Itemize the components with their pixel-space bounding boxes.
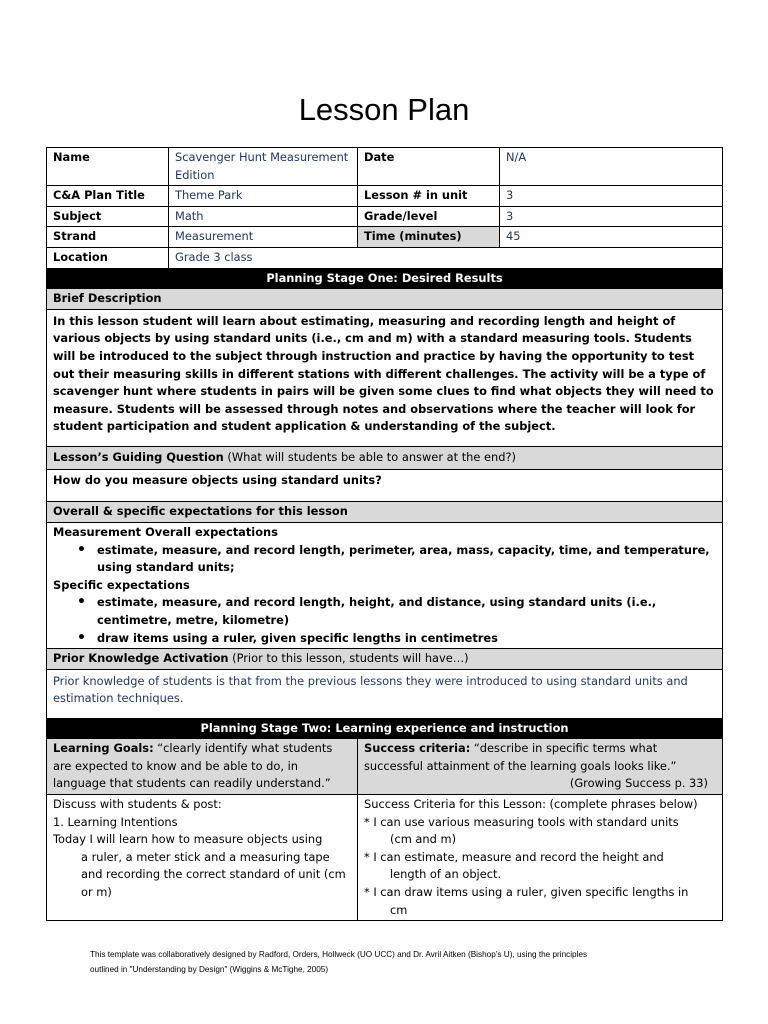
name-value	[169, 148, 358, 186]
strand-value: Measurement	[169, 227, 358, 248]
criterion-1-line1: * I can use various measuring tools with standard units	[364, 814, 679, 829]
name-value-line2: Edition	[175, 167, 215, 182]
learning-intentions-cell	[47, 795, 358, 921]
row-cap	[47, 186, 723, 207]
stage-two-header: Planning Stage Two: Learning experience and instruction	[47, 718, 723, 739]
success-criteria-text: “describe in specific terms what successful attainment of the learning goals looks like.”	[364, 741, 677, 773]
footer-line2: outlined in "Understanding by Design" (Wiggins & McTighe, 2005)	[90, 965, 329, 974]
grade-value: 3	[500, 206, 723, 227]
success-criteria-cell	[358, 739, 723, 795]
cap-value: Theme Park	[169, 186, 358, 207]
guiding-question-hint: (What will students be able to answer at the end?)	[223, 449, 516, 464]
guiding-question-label: Lesson’s Guiding Question	[53, 449, 224, 464]
grade-label: Grade/level	[358, 206, 500, 227]
discuss-text: Discuss with students & post:	[53, 797, 222, 812]
brief-description-label: Brief Description	[47, 289, 723, 310]
learning-intentions-title: 1. Learning Intentions	[53, 814, 178, 829]
learning-intention-line1: Today I will learn how to measure objects using	[53, 832, 323, 847]
template-credit-footer	[90, 947, 690, 977]
date-label: Date	[358, 148, 500, 186]
learning-intention-line2: a ruler, a meter stick and a measuring tape and recording the correct standard of unit (cm or m)	[81, 849, 346, 900]
lesson-criteria-cell	[358, 795, 723, 921]
expectations-label: Overall & specific expectations for this lesson	[47, 502, 723, 523]
learning-goals-text: “clearly identify what students are expected to know and be able to do, in language that students can readily understand.”	[53, 741, 333, 791]
overall-expectation-item: • estimate, measure, and record length, perimeter, area, mass, capacity, time, and temperature, using standard units;	[53, 542, 716, 577]
name-label: Name	[47, 148, 169, 186]
growing-success-ref: (Growing Success p. 33)	[569, 776, 708, 791]
location-label: Location	[47, 247, 169, 268]
brief-description-text: In this lesson student will learn about estimating, measuring and recording length and height of various objects by using standard units (i.e., cm and m) with a standard measuring tools. Students will be introduced to the subject through instruction and practice by having the opportunity to test out their measuring skills in different stations with different challenges. The activity will be a type of scavenger hunt where students in pairs will be given some clues to find what objects they will need to measure. Students will be assessed through notes and observations where the teacher will look for student participation and student application & understanding of the subject.	[47, 309, 723, 446]
strand-label: Strand	[47, 227, 169, 248]
row-subject	[47, 206, 723, 227]
criterion-3-line2: cm	[390, 902, 408, 917]
learning-goals-cell	[47, 739, 358, 795]
guiding-question-text: How do you measure objects using standard units?	[47, 470, 723, 502]
subject-label: Subject	[47, 206, 169, 227]
date-value: N/A	[500, 148, 723, 186]
stage-one-header: Planning Stage One: Desired Results	[47, 268, 723, 289]
success-criteria-label: Success criteria:	[364, 741, 471, 756]
expectations-content	[47, 522, 723, 648]
time-value: 45	[500, 227, 723, 248]
learning-goals-label: Learning Goals:	[53, 741, 154, 756]
lesson-number-label: Lesson # in unit	[358, 186, 500, 207]
criterion-2-line2: length of an object.	[390, 867, 502, 882]
page-title: Lesson Plan	[298, 92, 470, 127]
name-value-line1: Scavenger Hunt Measurement	[175, 150, 349, 164]
specific-expectations-list	[53, 594, 716, 647]
prior-knowledge-text: Prior knowledge of students is that from the previous lessons they were introduced to using standard units and estimation techniques.	[47, 669, 723, 718]
lesson-criteria-title: Success Criteria for this Lesson: (complete phrases below)	[364, 797, 698, 812]
prior-knowledge-label: Prior Knowledge Activation	[53, 651, 229, 666]
guiding-question-header	[47, 446, 723, 470]
specific-expectation-item: • draw items using a ruler, given specific lengths in centimetres	[53, 630, 716, 648]
footer-line1: This template was collaboratively designed by Radford, Orders, Hollweck (UO UCC) and Dr. Avril Aitken (Bishop’s U), using the principles	[90, 950, 588, 959]
criterion-2-line1: * I can estimate, measure and record the height and	[364, 849, 664, 864]
subject-value: Math	[169, 206, 358, 227]
criterion-3-line1: * I can draw items using a ruler, given specific lengths in	[364, 885, 689, 900]
prior-knowledge-hint: (Prior to this lesson, students will have…)	[228, 651, 469, 666]
cap-label: C&A Plan Title	[47, 186, 169, 207]
row-name	[47, 148, 723, 186]
row-location	[47, 247, 723, 268]
prior-knowledge-header	[47, 649, 723, 670]
row-strand	[47, 227, 723, 248]
overall-expectations-list	[53, 542, 716, 577]
specific-expectation-item: • estimate, measure, and record length, height, and distance, using standard units (i.e., centimetre, metre, kilometre)	[53, 594, 716, 629]
lesson-plan-table	[46, 147, 723, 921]
overall-expectations-title: Measurement Overall expectations	[53, 524, 278, 539]
specific-expectations-title: Specific expectations	[53, 577, 190, 592]
location-value: Grade 3 class	[169, 247, 723, 268]
lesson-number-value: 3	[500, 186, 723, 207]
criterion-1-line2: (cm and m)	[390, 832, 457, 847]
time-label: Time (minutes)	[358, 227, 500, 248]
